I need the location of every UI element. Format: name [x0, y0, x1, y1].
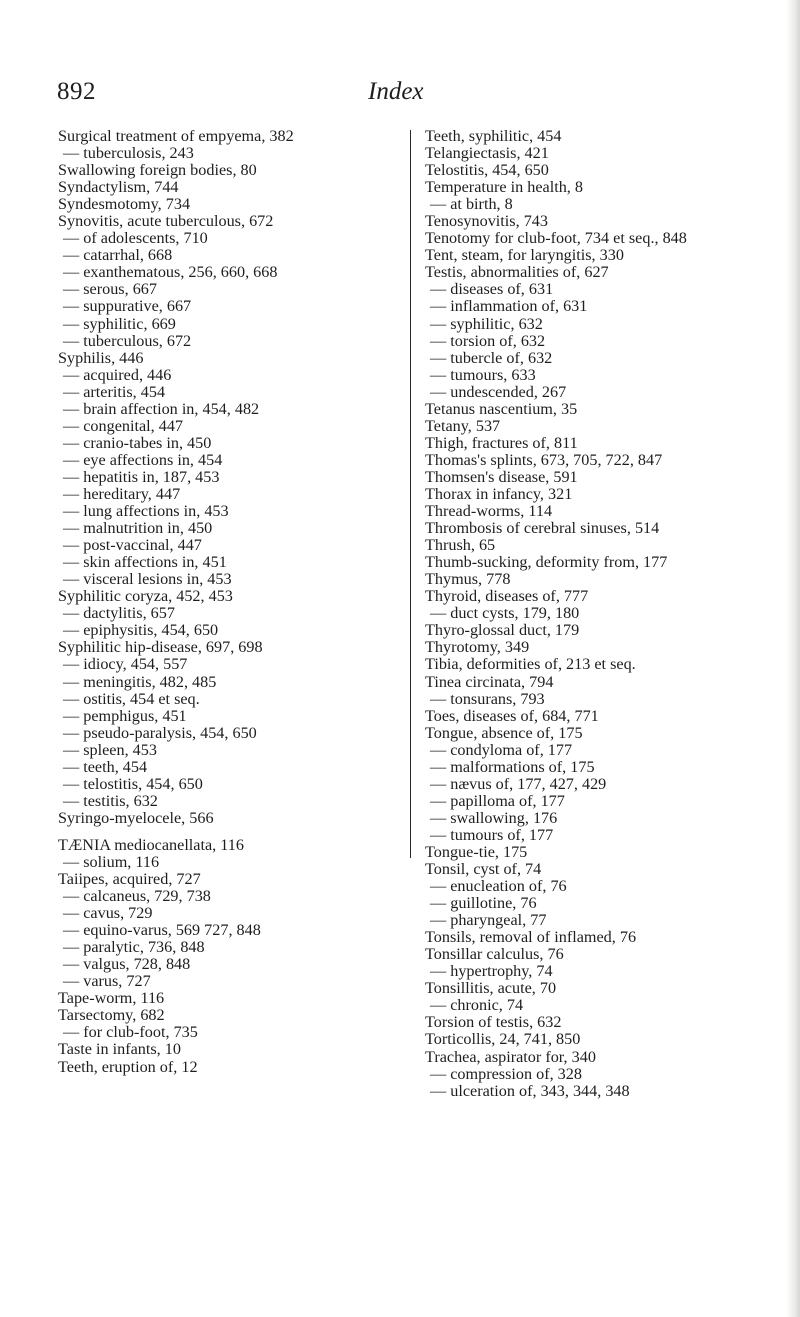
index-entry: — hypertrophy, 74	[430, 962, 553, 981]
index-entry: — idiocy, 454, 557	[63, 655, 188, 674]
index-entry: Trachea, aspirator for, 340	[425, 1047, 596, 1066]
index-entry: Tonsillar calculus, 76	[425, 945, 564, 964]
index-entry: Testis, abnormalities of, 627	[425, 263, 609, 282]
index-entry: Torsion of testis, 632	[425, 1013, 562, 1032]
index-entry: Thomas's splints, 673, 705, 722, 847	[425, 450, 663, 469]
index-entry: — epiphysitis, 454, 650	[63, 621, 219, 640]
index-entry: — chronic, 74	[430, 996, 524, 1015]
page-header	[0, 78, 800, 108]
index-entry: — of adolescents, 710	[63, 229, 208, 248]
index-entry: — hepatitis in, 187, 453	[63, 467, 220, 486]
page-number: 892	[57, 78, 96, 105]
running-title: Index	[368, 78, 424, 105]
index-entry: — undescended, 267	[430, 382, 567, 401]
index-entry: — teeth, 454	[63, 757, 148, 776]
index-entry: — serous, 667	[63, 280, 157, 299]
index-entry: Thymus, 778	[425, 570, 511, 589]
index-entry: Synovitis, acute tuberculous, 672	[58, 212, 274, 231]
index-entry: — ulceration of, 343, 344, 348	[430, 1081, 630, 1100]
index-entry: — post-vaccinal, 447	[63, 536, 202, 555]
index-entry: Thyroid, diseases of, 777	[425, 587, 589, 606]
column-divider	[410, 130, 411, 858]
index-entry: Tarsectomy, 682	[58, 1006, 165, 1025]
index-entry: — tuberculosis, 243	[63, 144, 194, 163]
index-entry: — catarrhal, 668	[63, 246, 173, 265]
index-entry: — pseudo-paralysis, 454, 650	[63, 723, 257, 742]
index-entry: — tubercle of, 632	[430, 348, 553, 367]
index-entry: Tape-worm, 116	[58, 989, 165, 1008]
index-entry: — enucleation of, 76	[430, 877, 567, 896]
index-entry: Thyro-glossal duct, 179	[425, 621, 580, 640]
index-entry: Thread-worms, 114	[425, 502, 553, 521]
index-entry: — solium, 116	[63, 852, 160, 871]
index-entry: Tinea circinata, 794	[425, 672, 554, 691]
index-entry: — tumours of, 177	[430, 825, 554, 844]
index-entry: Thomsen's disease, 591	[425, 467, 578, 486]
index-entry: Swallowing foreign bodies, 80	[58, 161, 257, 180]
index-entry: Temperature in health, 8	[425, 178, 583, 197]
index-entry: Syndactylism, 744	[58, 178, 179, 197]
index-entry: — hereditary, 447	[63, 484, 181, 503]
index-entry: — pharyngeal, 77	[430, 911, 547, 930]
index-entry: — guillotine, 76	[430, 894, 537, 913]
index-entry: — equino-varus, 569 727, 848	[63, 921, 261, 940]
index-entry: — diseases of, 631	[430, 280, 554, 299]
index-entry: — dactylitis, 657	[63, 604, 175, 623]
index-entry: Thrush, 65	[425, 536, 496, 555]
index-entry: Syphilitic coryza, 452, 453	[58, 587, 233, 606]
index-entry: — swallowing, 176	[430, 808, 558, 827]
index-entry: — lung affections in, 453	[63, 502, 229, 521]
index-entry: — exanthematous, 256, 660, 668	[63, 263, 278, 282]
index-entry: — suppurative, 667	[63, 297, 192, 316]
index-column-left	[58, 128, 403, 1076]
index-entry: Tongue, absence of, 175	[425, 723, 583, 742]
index-entry: Telangiectasis, 421	[425, 144, 549, 163]
index-entry: — inflammation of, 631	[430, 297, 588, 316]
index-entry: — duct cysts, 179, 180	[430, 604, 580, 623]
index-entry: Surgical treatment of empyema, 382	[58, 127, 294, 145]
index-entry: — varus, 727	[63, 972, 151, 991]
index-entry: — cavus, 729	[63, 904, 153, 923]
index-entry: — at birth, 8	[430, 195, 513, 214]
index-entry: Thigh, fractures of, 811	[425, 433, 578, 452]
index-entry: — tumours, 633	[430, 365, 536, 384]
index-entry: — calcaneus, 729, 738	[63, 887, 211, 906]
index-entry: Syndesmotomy, 734	[58, 195, 191, 214]
index-entry: — for club-foot, 735	[63, 1023, 198, 1042]
index-entry: Tetanus nascentium, 35	[425, 399, 578, 418]
index-entry: Tent, steam, for laryngitis, 330	[425, 246, 624, 265]
index-entry: — malnutrition in, 450	[63, 519, 213, 538]
index-entry: — cranio-tabes in, 450	[63, 433, 212, 452]
index-entry: — syphilitic, 669	[63, 314, 176, 333]
index-entry: — eye affections in, 454	[63, 450, 223, 469]
index-entry: — visceral lesions in, 453	[63, 570, 232, 589]
index-entry: Thorax in infancy, 321	[425, 484, 573, 503]
index-entry: — papilloma of, 177	[430, 791, 565, 810]
index-entry: — acquired, 446	[63, 365, 172, 384]
index-entry: Tibia, deformities of, 213 et seq.	[425, 655, 636, 674]
index-entry: — arteritis, 454	[63, 382, 166, 401]
index-entry: — valgus, 728, 848	[63, 955, 191, 974]
index-entry: — tuberculous, 672	[63, 331, 192, 350]
index-entry: — ostitis, 454 et seq.	[63, 689, 200, 708]
index-entry: — torsion of, 632	[430, 331, 546, 350]
index-entry: — congenital, 447	[63, 416, 184, 435]
index-entry: Tonsil, cyst of, 74	[425, 860, 542, 879]
index-entry: Tenotomy for club-foot, 734 et seq., 848	[425, 229, 687, 248]
index-entry: Syphilitic hip-disease, 697, 698	[58, 638, 263, 657]
index-entry: — brain affection in, 454, 482	[63, 399, 260, 418]
index-entry: Syphilis, 446	[58, 348, 144, 367]
index-entry: Teeth, syphilitic, 454	[425, 127, 562, 145]
index-entry: Syringo-myelocele, 566	[58, 808, 214, 827]
index-entry: — pemphigus, 451	[63, 706, 187, 725]
index-entry: Thumb-sucking, deformity from, 177	[425, 553, 668, 572]
index-entry: — condyloma of, 177	[430, 740, 573, 759]
index-entry: Taste in infants, 10	[58, 1040, 181, 1059]
index-entry: — malformations of, 175	[430, 757, 595, 776]
index-entry: — nævus of, 177, 427, 429	[430, 774, 607, 793]
index-entry: — skin affections in, 451	[63, 553, 227, 572]
index-entry: Tonsillitis, acute, 70	[425, 979, 557, 998]
index-entry: Torticollis, 24, 741, 850	[425, 1030, 581, 1049]
index-entry: — telostitis, 454, 650	[63, 774, 203, 793]
index-entry: Tongue-tie, 175	[425, 842, 528, 861]
index-entry: — meningitis, 482, 485	[63, 672, 217, 691]
index-entry: Taiipes, acquired, 727	[58, 870, 201, 889]
index-entry: — spleen, 453	[63, 740, 157, 759]
index-column-right	[425, 128, 795, 1100]
index-entry: — tonsurans, 793	[430, 689, 545, 708]
index-entry: — syphilitic, 632	[430, 314, 543, 333]
index-entry: Telostitis, 454, 650	[425, 161, 549, 180]
index-entry: Teeth, eruption of, 12	[58, 1057, 198, 1076]
index-entry: Thrombosis of cerebral sinuses, 514	[425, 519, 660, 538]
index-entry: Thyrotomy, 349	[425, 638, 530, 657]
index-entry: — paralytic, 736, 848	[63, 938, 205, 957]
index-entry: TÆNIA mediocanellata, 116	[58, 835, 244, 854]
index-entry: — testitis, 632	[63, 791, 158, 810]
index-entry: Tonsils, removal of inflamed, 76	[425, 928, 637, 947]
index-entry: Tenosynovitis, 743	[425, 212, 548, 231]
page-edge-shadow	[786, 0, 800, 1317]
index-entry: Toes, diseases of, 684, 771	[425, 706, 599, 725]
index-entry: — compression of, 328	[430, 1064, 582, 1083]
index-entry: Tetany, 537	[425, 416, 501, 435]
